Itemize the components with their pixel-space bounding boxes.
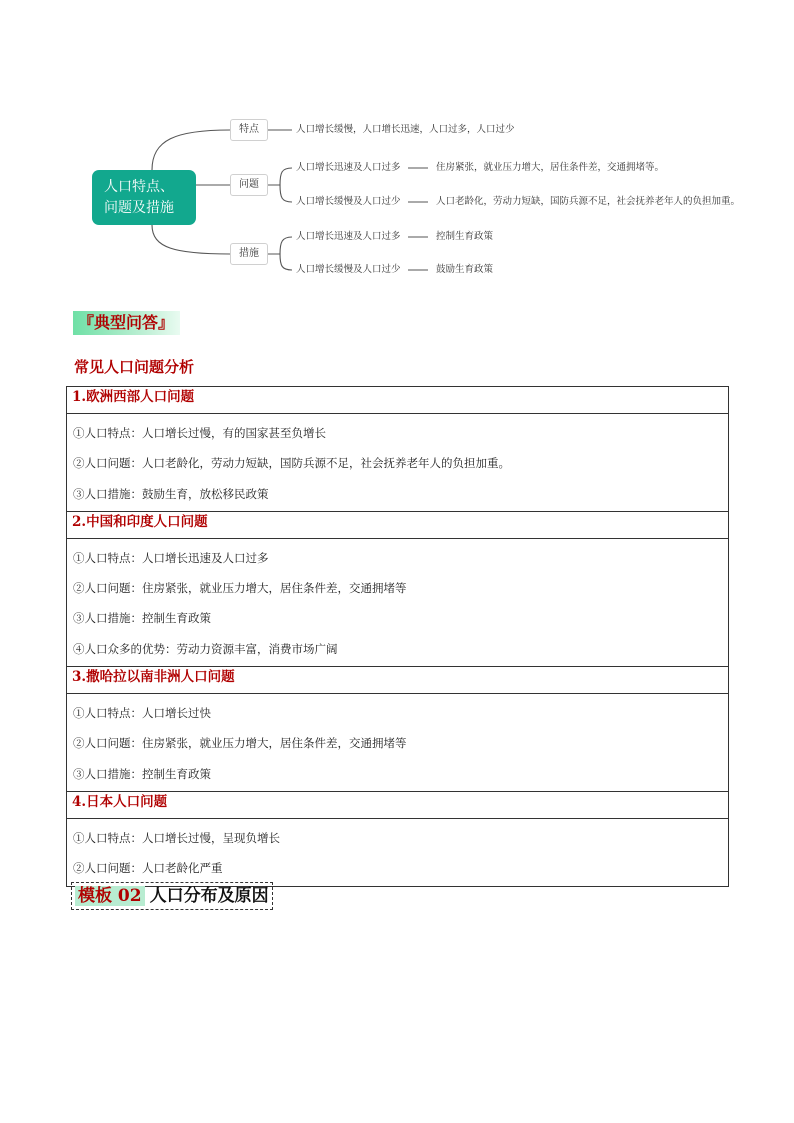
- section-subtitle: 常见人口问题分析: [74, 358, 195, 376]
- problems-effect-2: 人口老龄化，劳动力短缺，国防兵源不足，社会抚养老年人的负担加重。: [436, 196, 741, 207]
- connector-root-features: [152, 130, 230, 170]
- table-line: ①人口特点：人口增长过慢，有的国家甚至负增长: [73, 426, 326, 440]
- connector-root-measures: [152, 225, 230, 254]
- table-section-header: 1.欧洲西部人口问题: [67, 387, 728, 414]
- table-section-header: 3.撒哈拉以南非洲人口问题: [67, 667, 728, 694]
- problems-cause-1: 人口增长迅速及人口过多: [296, 162, 401, 173]
- root-line-2: 问题及措施: [104, 199, 174, 216]
- table-line: ③人口措施：控制生育政策: [73, 766, 211, 781]
- measures-effect-1: 控制生育政策: [436, 231, 494, 242]
- table-section-body: [67, 414, 728, 512]
- mind-map: [0, 0, 794, 300]
- typical-qa-header: 『典型问答』: [73, 311, 180, 335]
- connector-problems-2: [268, 185, 292, 202]
- population-problems-table: [66, 386, 729, 887]
- measures-cause-2: 人口增长缓慢及人口过少: [296, 264, 401, 275]
- mind-map-connectors: [0, 0, 794, 300]
- connector-measures-1: [268, 237, 292, 254]
- branch-features: 特点: [230, 119, 268, 141]
- connector-measures-2: [268, 254, 292, 270]
- table-line: ①人口特点：人口增长过快: [73, 706, 211, 721]
- table-section-body: [67, 539, 728, 667]
- table-line: ①人口特点：人口增长过慢，呈现负增长: [73, 830, 280, 845]
- table-line: ②人口问题：人口老龄化严重: [73, 861, 223, 876]
- table-section-body: [67, 819, 728, 886]
- problems-effect-1: 住房紧张，就业压力增大，居住条件差，交通拥堵等。: [436, 162, 665, 173]
- template-heading: [71, 882, 273, 910]
- features-text: 人口增长缓慢，人口增长迅速，人口过多，人口过少: [296, 124, 515, 135]
- measures-effect-2: 鼓励生育政策: [436, 264, 494, 275]
- branch-problems: 问题: [230, 174, 268, 196]
- measures-cause-1: 人口增长迅速及人口过多: [296, 231, 401, 242]
- table-line: ②人口问题：住房紧张，就业压力增大，居住条件差，交通拥堵等: [73, 736, 407, 751]
- branch-measures: 措施: [230, 243, 268, 265]
- table-section-header: 4.日本人口问题: [67, 792, 728, 819]
- table-line: ②人口问题：人口老龄化，劳动力短缺，国防兵源不足，社会抚养老年人的负担加重。: [73, 456, 510, 471]
- table-line: ①人口特点：人口增长迅速及人口过多: [73, 550, 269, 565]
- table-line: ③人口措施：鼓励生育，放松移民政策: [73, 486, 269, 501]
- template-title: 人口分布及原因: [149, 886, 269, 906]
- table-section-body: [67, 694, 728, 792]
- root-line-1: 人口特点、: [104, 178, 174, 195]
- table-section-header: 2.中国和印度人口问题: [67, 512, 728, 539]
- template-tag: 模板 02: [75, 886, 145, 906]
- connector-problems-1: [268, 168, 292, 185]
- problems-cause-2: 人口增长缓慢及人口过少: [296, 196, 401, 207]
- table-line: ③人口措施：控制生育政策: [73, 611, 211, 626]
- table-line: ④人口众多的优势：劳动力资源丰富，消费市场广阔: [73, 641, 338, 656]
- mind-map-root: [92, 170, 196, 225]
- table-line: ②人口问题：住房紧张，就业压力增大，居住条件差，交通拥堵等: [73, 581, 407, 596]
